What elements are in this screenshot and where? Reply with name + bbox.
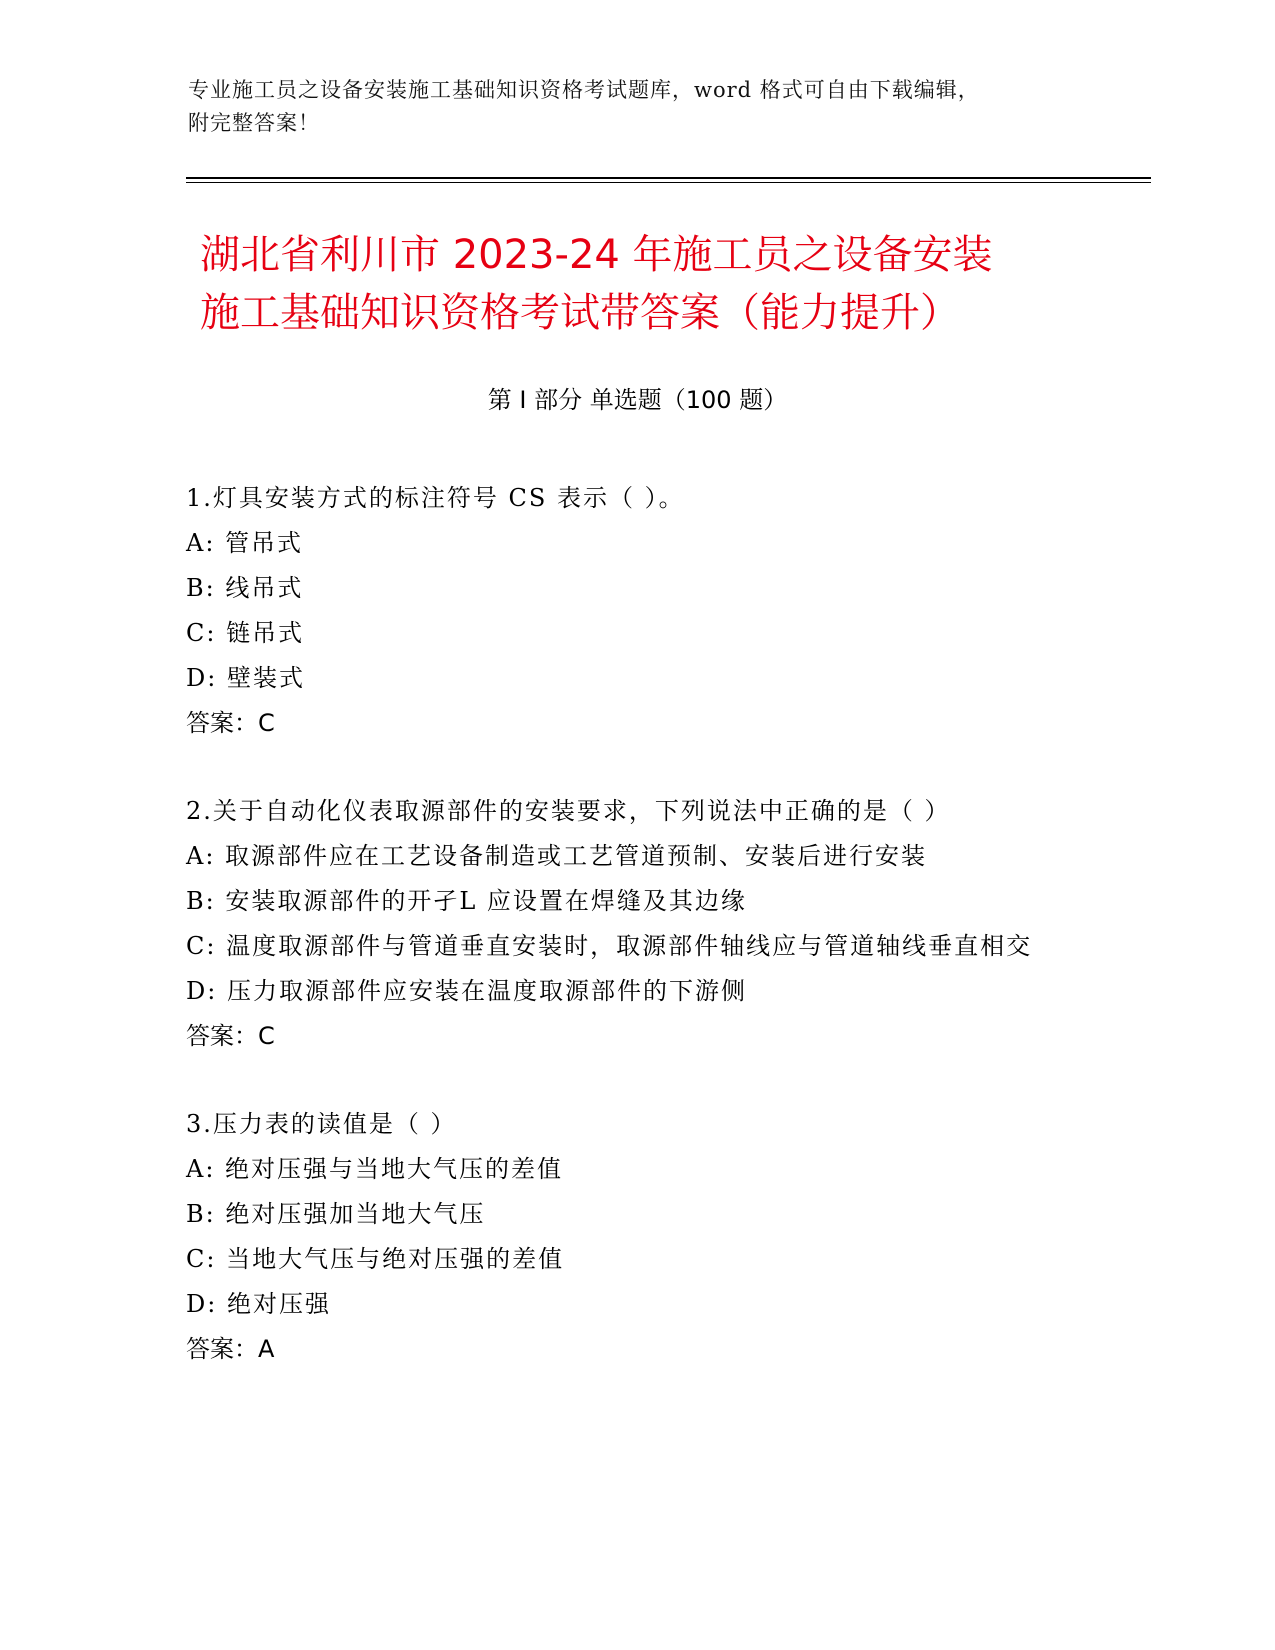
answer: 答案：A — [186, 1335, 275, 1363]
option-b: B: 线吊式 — [186, 574, 304, 602]
question-stem: 3.压力表的读值是（ ） — [186, 1110, 457, 1138]
option-a: A: 绝对压强与当地大气压的差值 — [186, 1155, 564, 1183]
option-a: A: 管吊式 — [186, 529, 304, 557]
option-d: D: 绝对压强 — [186, 1290, 331, 1318]
option-a: A: 取源部件应在工艺设备制造或工艺管道预制、安装后进行安装 — [186, 842, 928, 870]
option-d: D: 压力取源部件应安装在温度取源部件的下游侧 — [186, 977, 747, 1005]
option-d: D: 壁装式 — [186, 664, 305, 692]
answer: 答案：C — [186, 709, 275, 737]
option-c: C: 当地大气压与绝对压强的差值 — [186, 1245, 565, 1273]
question-stem: 2.关于自动化仪表取源部件的安装要求，下列说法中正确的是（ ） — [186, 797, 951, 825]
document-title-line2: 施工基础知识资格考试带答案（能力提升） — [200, 290, 960, 336]
question-item — [186, 476, 1086, 746]
option-b: B: 绝对压强加当地大气压 — [186, 1200, 486, 1228]
question-item — [186, 1102, 1086, 1372]
document-title-line1: 湖北省利川市 2023-24 年施工员之设备安装 — [200, 232, 993, 278]
header-divider-thin — [186, 182, 1151, 183]
header-note-line1: 专业施工员之设备安装施工基础知识资格考试题库，word 格式可自由下载编辑， — [188, 78, 980, 102]
section-title: 第 I 部分 单选题（100 题） — [487, 386, 788, 414]
header-note — [188, 74, 1068, 140]
option-b: B: 安装取源部件的开孑L 应设置在焊缝及其边缘 — [186, 887, 747, 915]
question-stem: 1.灯具安装方式的标注符号 CS 表示（ ）。 — [186, 484, 685, 512]
header-divider-thick — [186, 177, 1151, 179]
option-c: C: 链吊式 — [186, 619, 305, 647]
answer: 答案：C — [186, 1022, 275, 1050]
question-item — [186, 789, 1086, 1059]
question-list — [186, 476, 1086, 1415]
option-c: C: 温度取源部件与管道垂直安装时，取源部件轴线应与管道轴线垂直相交 — [186, 932, 1033, 960]
document-title — [200, 226, 1160, 342]
header-note-line2: 附完整答案！ — [188, 111, 320, 135]
